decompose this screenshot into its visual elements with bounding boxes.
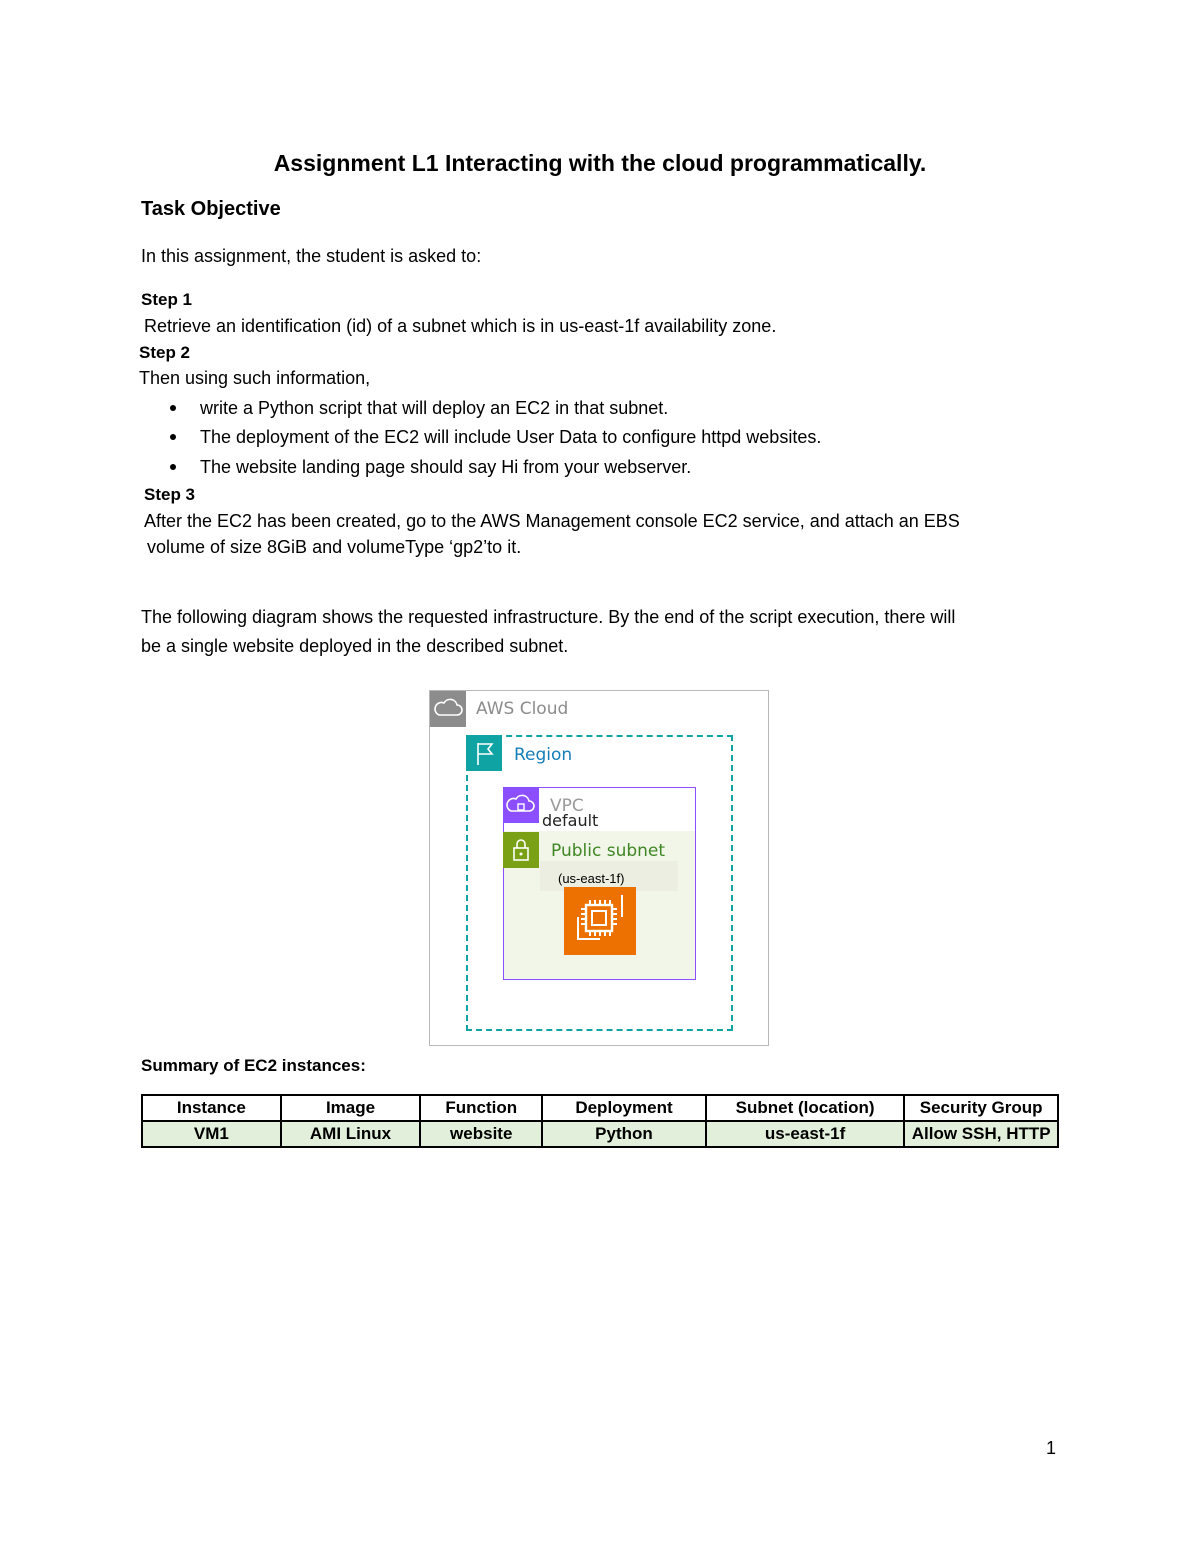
table-cell: Python xyxy=(542,1121,706,1147)
task-objective-heading: Task Objective xyxy=(141,198,281,220)
table-header: Subnet (location) xyxy=(706,1095,904,1121)
table-header: Function xyxy=(420,1095,542,1121)
bullet-icon xyxy=(170,464,176,470)
step2-text: Then using such information, xyxy=(139,368,371,388)
region-label: Region xyxy=(514,745,573,765)
step1-heading: Step 1 xyxy=(141,290,193,309)
table-header: Instance xyxy=(142,1095,281,1121)
lock-icon xyxy=(503,832,539,868)
cloud-icon xyxy=(430,691,466,727)
step2-heading: Step 2 xyxy=(139,343,191,362)
table-row xyxy=(142,1121,1058,1147)
vpc-label: VPC xyxy=(550,796,584,816)
page-title: Assignment L1 Interacting with the cloud programmatically. xyxy=(273,150,927,176)
bullet-icon xyxy=(170,405,176,411)
step3-line1: After the EC2 has been created, go to the AWS Management console EC2 service, and attach an EBS xyxy=(144,511,960,531)
subnet-az-label: (us-east-1f) xyxy=(558,871,625,886)
bullet-item: write a Python script that will deploy an EC2 in that subnet. xyxy=(200,397,668,419)
diagram-intro-line1: The following diagram shows the requested infrastructure. By the end of the script execution, there will xyxy=(141,607,956,627)
vpc-cloud-icon xyxy=(503,787,539,823)
step3-line2: volume of size 8GiB and volumeType ‘gp2’to it. xyxy=(147,537,522,557)
ec2-instance-icon xyxy=(564,887,636,955)
vpc-name: default xyxy=(542,811,599,830)
table-header: Deployment xyxy=(542,1095,706,1121)
bullet-item: The website landing page should say Hi from your webserver. xyxy=(200,456,691,478)
bullet-icon xyxy=(170,434,176,440)
step1-text: Retrieve an identification (id) of a subnet which is in us-east-1f availability zone. xyxy=(144,316,777,336)
step3-heading: Step 3 xyxy=(144,485,196,504)
flag-icon xyxy=(466,735,502,771)
table-header-row xyxy=(142,1095,1058,1121)
aws-architecture-diagram xyxy=(429,690,769,1046)
aws-cloud-label: AWS Cloud xyxy=(476,699,569,719)
table-cell: website xyxy=(420,1121,542,1147)
page-number: 1 xyxy=(1046,1438,1057,1458)
table-cell: Allow SSH, HTTP xyxy=(904,1121,1058,1147)
table-cell: AMI Linux xyxy=(281,1121,421,1147)
table-header: Security Group xyxy=(904,1095,1058,1121)
table-cell: us-east-1f xyxy=(706,1121,904,1147)
diagram-intro-line2: be a single website deployed in the described subnet. xyxy=(141,636,569,656)
table-header: Image xyxy=(281,1095,421,1121)
summary-heading: Summary of EC2 instances: xyxy=(141,1056,366,1075)
intro-text: In this assignment, the student is asked to: xyxy=(141,246,482,266)
ec2-summary-table xyxy=(141,1094,1059,1148)
table-cell: VM1 xyxy=(142,1121,281,1147)
public-subnet-label: Public subnet xyxy=(551,841,666,861)
bullet-item: The deployment of the EC2 will include User Data to configure httpd websites. xyxy=(200,426,821,448)
